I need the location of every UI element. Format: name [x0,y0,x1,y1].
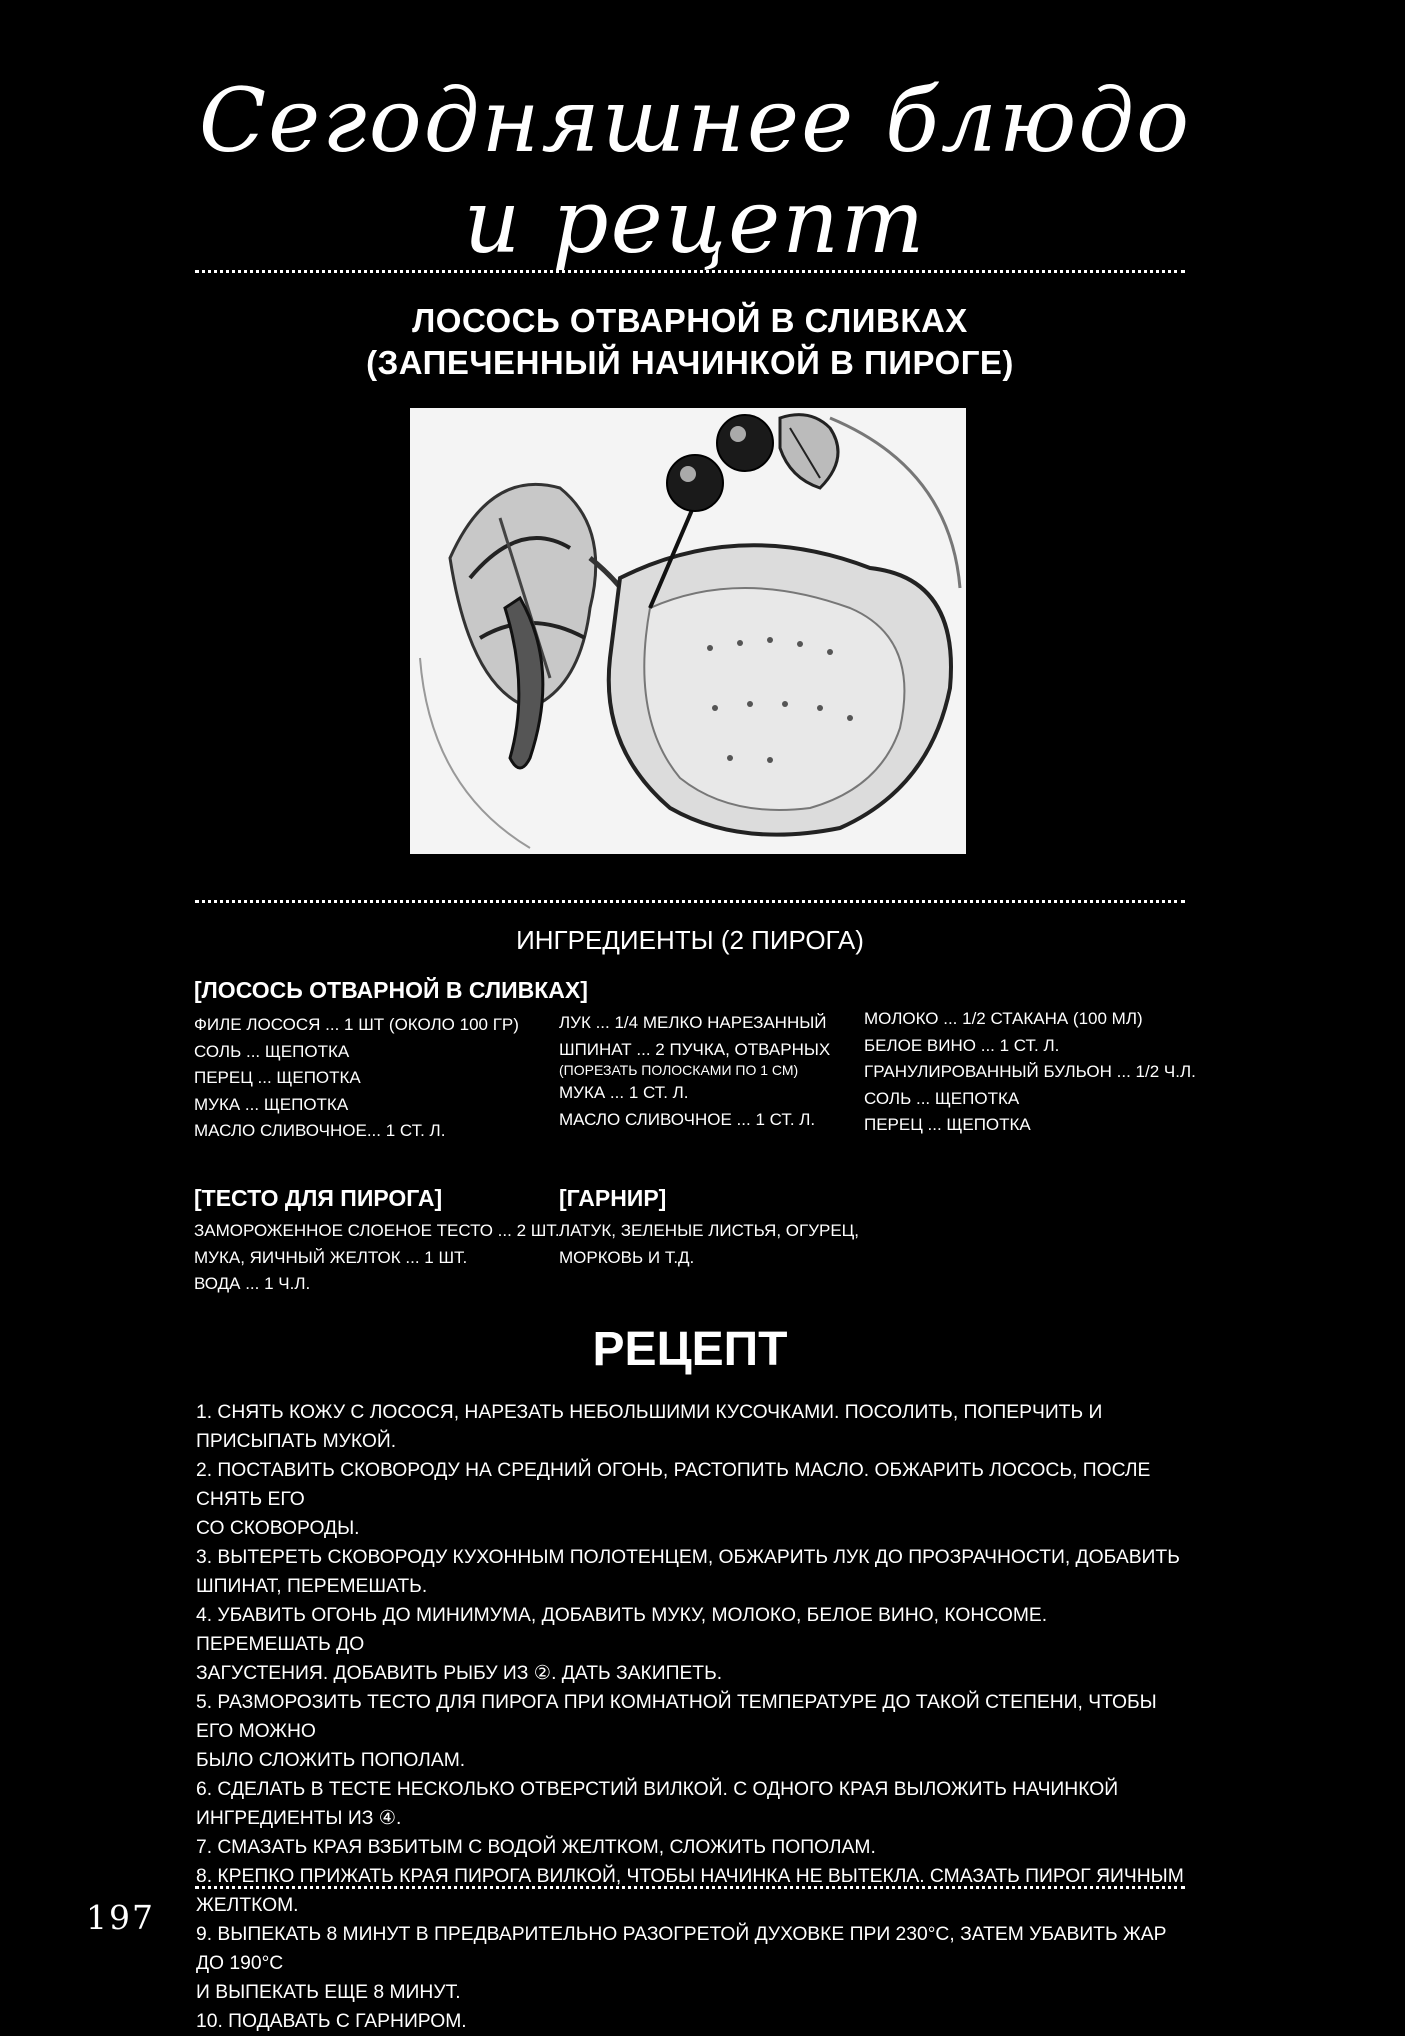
dotted-divider-top [195,270,1185,273]
salmon-ingredients-col2 [559,1010,830,1133]
dotted-divider-middle [195,900,1185,903]
list-item: МАСЛО СЛИВОЧНОЕ... 1 СТ. Л. [194,1121,446,1140]
list-item: МУКА ... ЩЕПОТКА [194,1094,349,1114]
list-item: МУКА ... 1 СТ. Л. [559,1083,689,1102]
list-item: ЛУК ... 1/4 МЕЛКО НАРЕЗАННЫЙ [559,1013,827,1032]
list-item: МУКА, ЯИЧНЫЙ ЖЕЛТОК ... 1 ШТ. [194,1247,468,1267]
list-item-note: (ПОРЕЗАТЬ ПОЛОСКАМИ ПО 1 СМ) [559,1062,799,1078]
list-item: ФИЛЕ ЛОСОСЯ ... 1 ШТ (ОКОЛО 100 ГР) [194,1015,519,1034]
recipe-line: 10. ПОДАВАТЬ С ГАРНИРОМ. [196,2011,467,2032]
list-item: МОЛОКО ... 1/2 СТАКАНА (100 МЛ) [864,1009,1143,1028]
garnish-ingredients [559,1218,859,1271]
dotted-divider-bottom [195,1886,1185,1889]
recipe-line: И ВЫПЕКАТЬ ЕЩЕ 8 МИНУТ. [196,1982,461,2003]
salmon-ingredients-col1 [194,1012,519,1145]
recipe-steps [196,1398,1186,2036]
recipe-line: 8. КРЕПКО ПРИЖАТЬ КРАЯ ПИРОГА ВИЛКОЙ, ЧТОБЫ НАЧИНКА НЕ ВЫТЕКЛА. СМАЗАТЬ ПИРОГ ЯИЧНЫМ ЖЕЛТКОМ. [196,1866,1184,1916]
recipe-line: БЫЛО СЛОЖИТЬ ПОПОЛАМ. [196,1750,466,1771]
recipe-line: 2. ПОСТАВИТЬ СКОВОРОДУ НА СРЕДНИЙ ОГОНЬ, РАСТОПИТЬ МАСЛО. ОБЖАРИТЬ ЛОСОСЬ, ПОСЛЕ СНЯТЬ ЕГО [196,1460,1151,1510]
salmon-pie-photo [410,408,966,854]
recipe-line: ИНГРЕДИЕНТЫ ИЗ ④. [196,1808,402,1829]
recipe-line: 4. УБАВИТЬ ОГОНЬ ДО МИНИМУМА, ДОБАВИТЬ МУКУ, МОЛОКО, БЕЛОЕ ВИНО, КОНСОМЕ. ПЕРЕМЕШАТЬ ДО [196,1605,1048,1655]
list-item: БЕЛОЕ ВИНО ... 1 СТ. Л. [864,1035,1060,1055]
salmon-ingredients-col3 [864,1006,1196,1139]
garnish-group-heading: [ГАРНИР] [559,1185,667,1211]
list-item: ПЕРЕЦ ... ЩЕПОТКА [864,1115,1031,1134]
list-item: ВОДА ... 1 Ч.Л. [194,1274,311,1293]
ingredients-heading: ИНГРЕДИЕНТЫ (2 ПИРОГА) [516,925,864,955]
recipe-line: СО СКОВОРОДЫ. [196,1518,360,1539]
list-item: МОРКОВЬ И Т.Д. [559,1247,695,1267]
list-item: ПЕРЕЦ ... ЩЕПОТКА [194,1068,361,1087]
list-item: ШПИНАТ ... 2 ПУЧКА, ОТВАРНЫХ [559,1039,831,1059]
dish-title-line2: (ЗАПЕЧЕННЫЙ НАЧИНКОЙ В ПИРОГЕ) [366,344,1014,381]
page-number: 197 [86,1898,155,1937]
dough-group-heading: [ТЕСТО ДЛЯ ПИРОГА] [194,1185,443,1211]
page-title: Сегодняшнее блюдо и рецепт [198,69,1192,274]
dough-ingredients [194,1218,560,1298]
recipe-line: 6. СДЕЛАТЬ В ТЕСТЕ НЕСКОЛЬКО ОТВЕРСТИЙ ВИЛКОЙ. С ОДНОГО КРАЯ ВЫЛОЖИТЬ НАЧИНКОЙ [196,1779,1119,1800]
list-item: ГРАНУЛИРОВАННЫЙ БУЛЬОН ... 1/2 Ч.Л. [864,1062,1196,1081]
list-item: ЗАМОРОЖЕННОЕ СЛОЕНОЕ ТЕСТО ... 2 ШТ. [194,1221,560,1240]
list-item: СОЛЬ ... ЩЕПОТКА [864,1088,1020,1108]
recipe-heading: РЕЦЕПТ [592,1323,788,1376]
recipe-line: ЗАГУСТЕНИЯ. ДОБАВИТЬ РЫБУ ИЗ ②. ДАТЬ ЗАКИПЕТЬ. [196,1663,723,1684]
list-item: СОЛЬ ... ЩЕПОТКА [194,1041,350,1061]
recipe-line: 9. ВЫПЕКАТЬ 8 МИНУТ В ПРЕДВАРИТЕЛЬНО РАЗОГРЕТОЙ ДУХОВКЕ ПРИ 230°C, ЗАТЕМ УБАВИТЬ ЖАР ДО 190°C [196,1924,1167,1974]
recipe-line: 5. РАЗМОРОЗИТЬ ТЕСТО ДЛЯ ПИРОГА ПРИ КОМНАТНОЙ ТЕМПЕРАТУРЕ ДО ТАКОЙ СТЕПЕНИ, ЧТОБЫ ЕГО МОЖНО [196,1692,1157,1742]
list-item: ЛАТУК, ЗЕЛЕНЫЕ ЛИСТЬЯ, ОГУРЕЦ, [559,1221,859,1240]
dish-title [195,300,1185,384]
recipe-line: ШПИНАТ, ПЕРЕМЕШАТЬ. [196,1576,428,1597]
salmon-group-heading: [ЛОСОСЬ ОТВАРНОЙ В СЛИВКАХ] [194,977,588,1003]
recipe-line: 7. СМАЗАТЬ КРАЯ ВЗБИТЫМ С ВОДОЙ ЖЕЛТКОМ, СЛОЖИТЬ ПОПОЛАМ. [196,1837,876,1858]
list-item: МАСЛО СЛИВОЧНОЕ ... 1 СТ. Л. [559,1109,816,1129]
recipe-line: 1. СНЯТЬ КОЖУ С ЛОСОСЯ, НАРЕЗАТЬ НЕБОЛЬШИМИ КУСОЧКАМИ. ПОСОЛИТЬ, ПОПЕРЧИТЬ И ПРИСЫПАТЬ МУКОЙ. [196,1402,1103,1452]
dish-title-line1: ЛОСОСЬ ОТВАРНОЙ В СЛИВКАХ [412,302,968,339]
recipe-line: 3. ВЫТЕРЕТЬ СКОВОРОДУ КУХОННЫМ ПОЛОТЕНЦЕМ, ОБЖАРИТЬ ЛУК ДО ПРОЗРАЧНОСТИ, ДОБАВИТЬ [196,1547,1180,1568]
